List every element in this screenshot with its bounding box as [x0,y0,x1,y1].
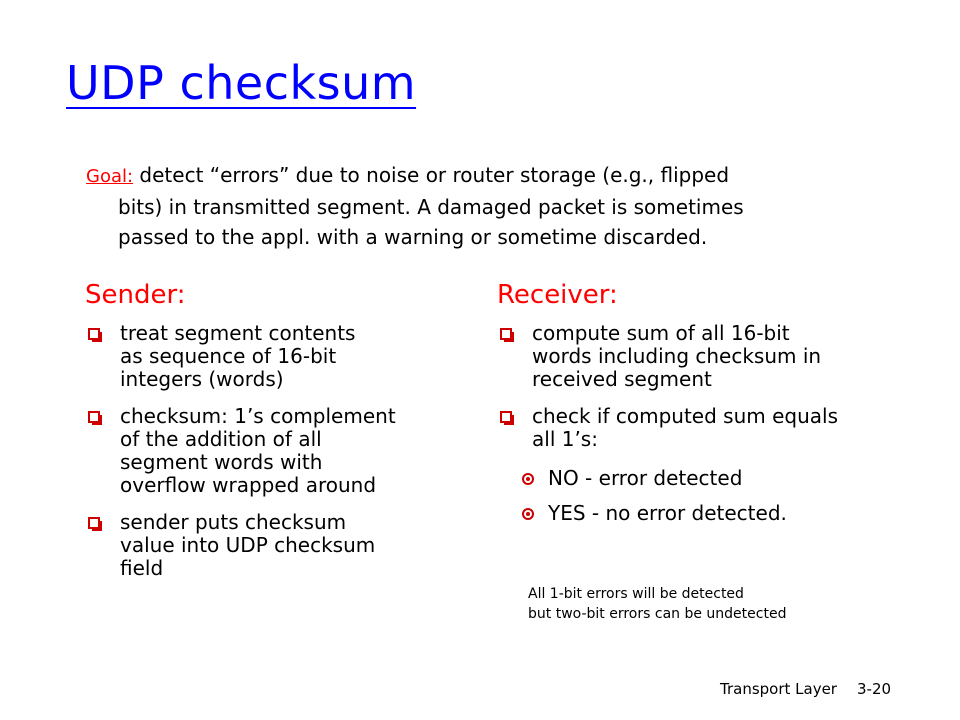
square-bullet-icon [88,328,100,340]
bullet-line: integers (words) [120,367,284,391]
slide-title: UDP checksum [66,56,417,110]
sender-heading: Sender: [85,280,186,310]
bullet-line: field [120,556,164,580]
sub-bullet-text: NO - error detected [548,466,743,490]
goal-line [86,160,906,192]
bullet-line: treat segment contents [120,321,356,345]
bullet-line: all 1’s: [532,427,598,451]
bullet-line: sender puts checksum [120,510,347,534]
bullet-line: segment words with [120,450,323,474]
square-bullet-icon [88,517,100,529]
sender-bullet-item [88,511,468,580]
footer-chapter: Transport Layer [720,680,837,698]
error-detection-note [528,584,888,624]
receiver-sub-bullet-item [500,500,880,527]
bullet-line: overflow wrapped around [120,473,377,497]
bullet-line: checksum: 1’s complement [120,404,396,428]
circle-bullet-icon [522,473,534,485]
receiver-bullet-item [500,405,880,451]
sender-bullet-item [88,405,468,497]
sender-bullet-list [88,322,468,594]
goal-line: passed to the appl. with a warning or sometime discarded. [118,225,708,249]
bullet-line: check if computed sum equals [532,404,838,428]
goal-label: Goal: [86,166,134,187]
receiver-bullet-list [500,322,880,535]
sub-bullet-text: YES - no error detected. [548,501,787,525]
bullet-line: received segment [532,367,712,391]
goal-paragraph [86,160,906,252]
circle-bullet-icon [522,508,534,520]
goal-text: detect “errors” due to noise or router storage (e.g., flipped [133,163,730,187]
receiver-bullet-item [500,322,880,391]
bullet-line: as sequence of 16-bit [120,344,337,368]
square-bullet-icon [500,411,512,423]
receiver-sub-bullet-item [500,465,880,492]
goal-line: bits) in transmitted segment. A damaged packet is sometimes [118,195,744,219]
bullet-line: compute sum of all 16-bit [532,321,790,345]
bullet-line: words including checksum in [532,344,822,368]
receiver-heading: Receiver: [497,280,618,310]
footer-page-number: 3-20 [856,680,892,698]
bullet-line: of the addition of all [120,427,322,451]
square-bullet-icon [88,411,100,423]
slide-footer [720,680,891,698]
sender-bullet-item [88,322,468,391]
note-line: but two-bit errors can be undetected [528,606,787,622]
square-bullet-icon [500,328,512,340]
note-line: All 1-bit errors will be detected [528,586,744,602]
bullet-line: value into UDP checksum [120,533,376,557]
